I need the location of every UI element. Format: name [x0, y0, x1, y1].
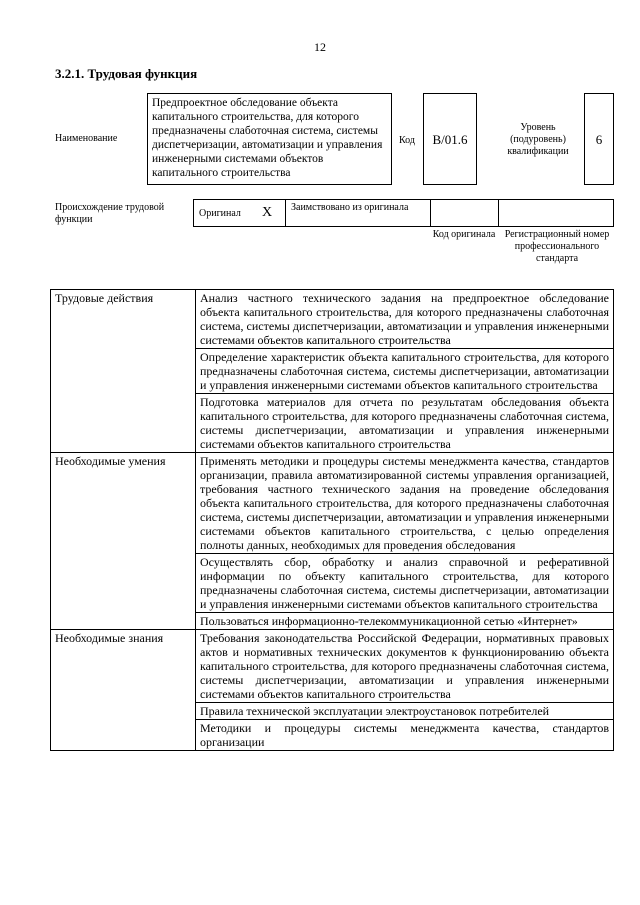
- original-mark: X: [262, 205, 273, 220]
- function-name-box: [147, 93, 392, 185]
- reg-number-caption: Регистрационный номер профессионального стандарта: [504, 229, 610, 264]
- table-cell: Пользоваться информационно-телекоммуникационной сетью «Интернет»: [196, 613, 614, 630]
- origin-divider: [285, 199, 286, 227]
- section-title-cell: Трудовые действия: [51, 290, 196, 453]
- origin-divider: [430, 199, 431, 227]
- table-cell: Определение характеристик объекта капитального строительства, для которого предназначены слаботочная система, системы диспетчеризации, автоматизации и управления инженерными системами объектов капитального строительства: [196, 349, 614, 394]
- function-details-table: [50, 289, 614, 751]
- code-value: B/01.6: [432, 132, 468, 147]
- section-title: 3.2.1. Трудовая функция: [55, 66, 198, 81]
- code-box: [423, 93, 477, 185]
- borrowed-label: Заимствовано из оригинала: [291, 202, 409, 213]
- page-number: 12: [314, 40, 326, 54]
- table-cell: Осуществлять сбор, обработку и анализ справочной и реферативной информации по объекту капитального строительства, для которого предназначены слаботочная система, системы диспетчеризации, автоматизации и управления инженерными системами объектов капитального строительства: [196, 554, 614, 613]
- table-row: [51, 453, 614, 554]
- code-original-caption: Код оригинала: [432, 229, 496, 240]
- code-label: Код: [399, 135, 415, 146]
- section-title-cell: Необходимые знания: [51, 630, 196, 751]
- level-label: Уровень (подуровень) квалификации: [507, 122, 569, 157]
- table-cell: Требования законодательства Российской Федерации, нормативных правовых актов и нормативных технических документов к функционированию объекта капитального строительства, для которого предназначены слаботочная система, системы диспетчеризации, автоматизации и управления инженерными системами объектов капитального строительства: [196, 630, 614, 703]
- name-label: Наименование: [55, 133, 118, 144]
- original-label: Оригинал: [199, 208, 241, 219]
- table-cell: Правила технической эксплуатации электроустановок потребителей: [196, 703, 614, 720]
- table-cell: Применять методики и процедуры системы менеджмента качества, стандартов организации, правила автоматизированной системы управления организацией, требования частного технического задания на проведение обследования объекта капитального строительства, для которого предназначены слаботочная система, системы диспетчеризации, автоматизации и управления инженерными системами объектов капитального строительства, с целью определения полноты данных, необходимых для проведения обследования: [196, 453, 614, 554]
- table-cell: Подготовка материалов для отчета по результатам обследования объекта капитального строительства, для которого предназначены слаботочная система, системы диспетчеризации, автоматизации и управления инженерными системами объектов капитального строительства: [196, 394, 614, 453]
- level-value: 6: [595, 132, 603, 147]
- section-title-cell: Необходимые умения: [51, 453, 196, 630]
- origin-divider: [498, 199, 499, 227]
- function-name-value: Предпроектное обследование объекта капитального строительства, для которого предназначены слаботочная система, системы диспетчеризации, автоматизации и управления инженерными системами объектов капитального строительства: [152, 97, 383, 179]
- table-row: [51, 290, 614, 349]
- table-row: [51, 630, 614, 703]
- table-cell: Методики и процедуры системы менеджмента качества, стандартов организации: [196, 720, 614, 751]
- level-box: [584, 93, 614, 185]
- origin-label: Происхождение трудовой функции: [55, 202, 165, 225]
- table-cell: Анализ частного технического задания на предпроектное обследование объекта капитального строительства, для которого предназначены слаботочная система, системы диспетчеризации, автоматизации и управления инженерными системами объектов капитального строительства: [196, 290, 614, 349]
